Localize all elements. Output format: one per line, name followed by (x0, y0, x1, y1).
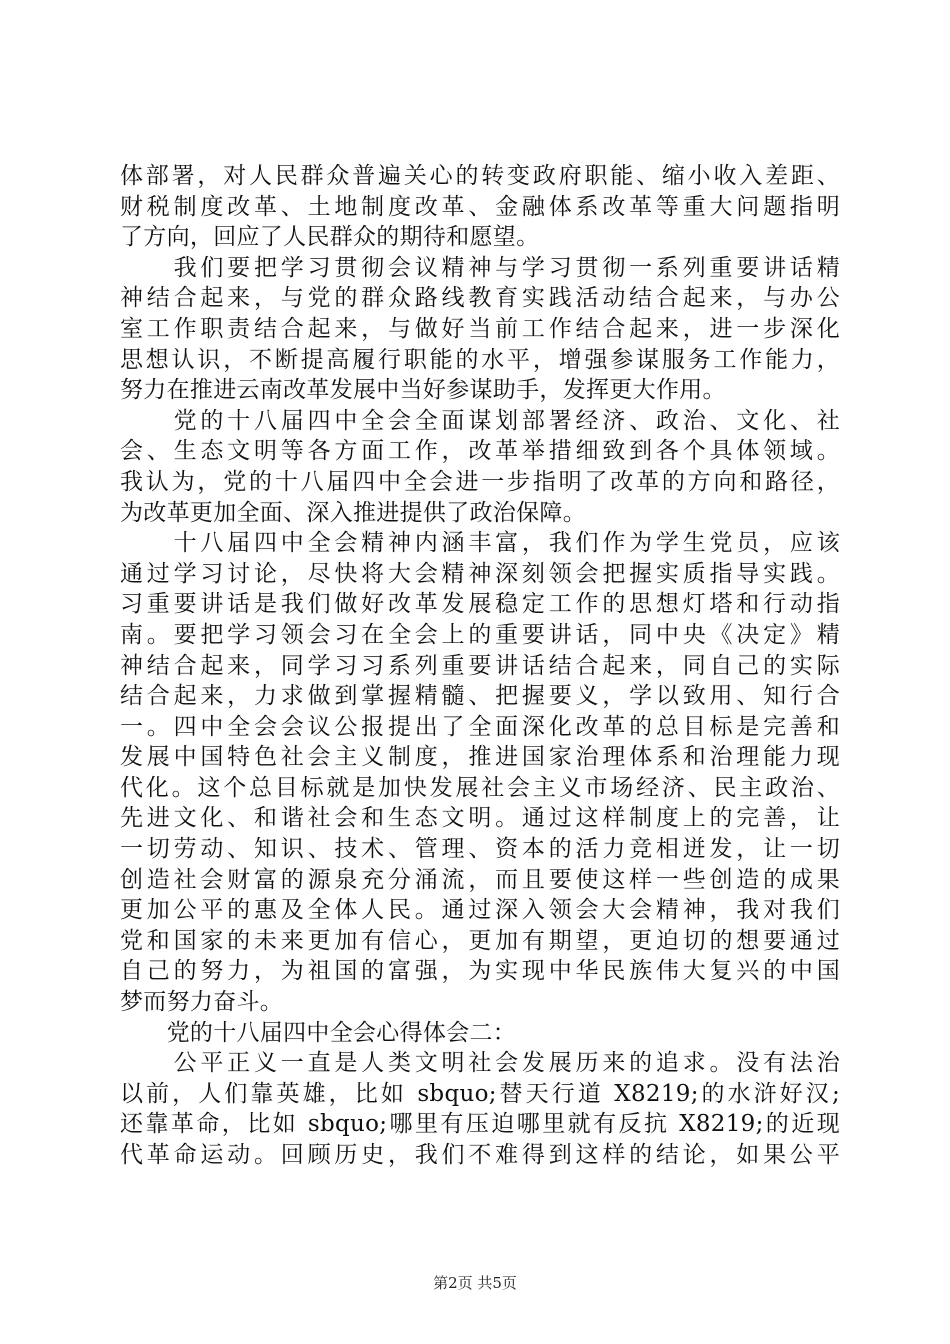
page-footer: 第2页 共5页 (433, 1274, 517, 1292)
text-line: 思想认识，不断提高履行职能的水平，增强参谋服务工作能力， (120, 346, 840, 373)
text-line: 南。要把学习领会习在全会上的重要讲话，同中央《决定》精 (120, 621, 840, 648)
text-line: 党的十八届四中全会心得体会二： (120, 1019, 517, 1046)
text-line: 更加公平的惠及全体人民。通过深入领会大会精神，我对我们 (120, 897, 840, 924)
text-line: 代革命运动。回顾历史，我们不难得到这样的结论，如果公平 (120, 1142, 840, 1168)
text-line: 会、生态文明等各方面工作，改革举措细致到各个具体领域。 (120, 438, 840, 465)
text-line: 先进文化、和谐社会和生态文明。通过这样制度上的完善，让 (120, 805, 840, 832)
text-line: 为改革更加全面、深入推进提供了政治保障。 (120, 499, 586, 526)
text-line: 党的十八届四中全会全面谋划部署经济、政治、文化、社 (120, 407, 840, 434)
text-line: 一切劳动、知识、技术、管理、资本的活力竞相迸发，让一切 (120, 836, 840, 863)
text-line: 创造社会财富的源泉充分涌流，而且要使这样一些创造的成果 (120, 866, 840, 893)
text-line: 发展中国特色社会主义制度，推进国家治理体系和治理能力现 (120, 744, 840, 771)
text-line: 神结合起来，同学习习系列重要讲话结合起来，同自己的实际 (120, 652, 840, 679)
text-line: 财税制度改革、土地制度改革、金融体系改革等重大问题指明 (120, 193, 840, 220)
text-line: 自己的努力，为祖国的富强，为实现中华民族伟大复兴的中国 (120, 958, 840, 985)
text-line: 了方向，回应了人民群众的期待和愿望。 (120, 224, 540, 251)
text-line: 通过学习讨论，尽快将大会精神深刻领会把握实质指导实践。 (120, 560, 840, 587)
text-line: 结合起来，力求做到掌握精髓、把握要义，学以致用、知行合 (120, 683, 840, 710)
text-line: 以前，人们靠英雄，比如 sbquo;替天行道 X8219;的水浒好汉; (120, 1080, 840, 1107)
text-line: 党和国家的未来更加有信心，更加有期望，更迫切的想要通过 (120, 927, 840, 954)
text-line: 神结合起来，与党的群众路线教育实践活动结合起来，与办公 (120, 285, 840, 312)
text-line: 习重要讲话是我们做好改革发展稳定工作的思想灯塔和行动指 (120, 591, 840, 618)
text-line: 公平正义一直是人类文明社会发展历来的追求。没有法治 (120, 1050, 840, 1077)
text-line: 十八届四中全会精神内涵丰富，我们作为学生党员，应该 (120, 530, 840, 557)
text-line: 还靠革命，比如 sbquo;哪里有压迫哪里就有反抗 X8219;的近现 (120, 1111, 840, 1138)
text-line: 代化。这个总目标就是加快发展社会主义市场经济、民主政治、 (120, 774, 840, 801)
text-line: 我们要把学习贯彻会议精神与学习贯彻一系列重要讲话精 (120, 254, 840, 281)
text-line: 体部署，对人民群众普遍关心的转变政府职能、缩小收入差距、 (120, 163, 840, 189)
text-line: 室工作职责结合起来，与做好当前工作结合起来，进一步深化 (120, 315, 840, 342)
text-line: 我认为，党的十八届四中全会进一步指明了改革的方向和路径， (120, 468, 840, 495)
text-line: 努力在推进云南改革发展中当好参谋助手，发挥更大作用。 (120, 377, 726, 404)
text-line: 梦而努力奋斗。 (120, 989, 284, 1016)
text-line: 一。四中全会会议公报提出了全面深化改革的总目标是完善和 (120, 713, 840, 740)
document-body (120, 161, 840, 1171)
